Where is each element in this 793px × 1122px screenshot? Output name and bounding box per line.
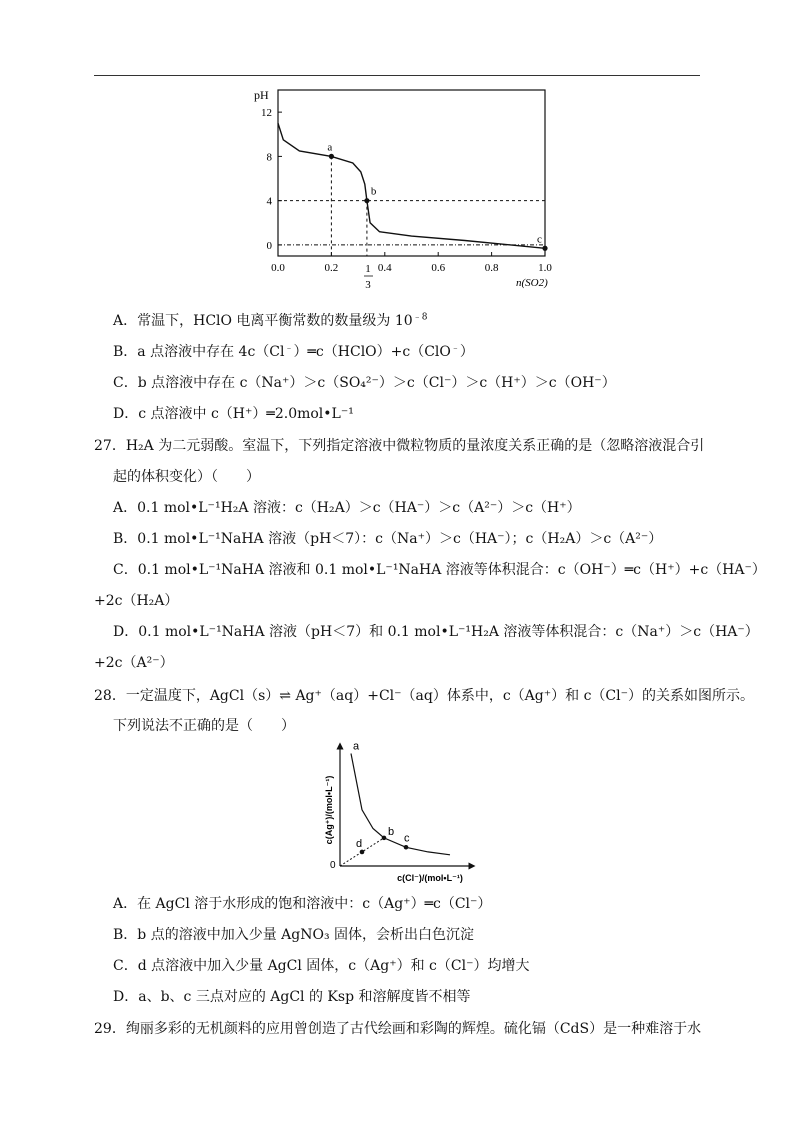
y-tick-label: 4 bbox=[266, 195, 272, 208]
y-tick-label: 8 bbox=[266, 151, 272, 164]
point-label-c: c bbox=[404, 832, 410, 845]
q27-option-d[interactable]: D．0.1 mol•L⁻¹NaHA 溶液（pH＜7）和 0.1 mol•L⁻¹H₂A 溶液等体积混合：c（Na⁺）＞c（HA⁻） bbox=[113, 624, 759, 640]
x-tick-label: 1.0 bbox=[538, 262, 552, 274]
q26-b-sup: ﹣ bbox=[284, 343, 294, 354]
header-rule bbox=[94, 75, 700, 76]
point-label-c: c bbox=[537, 233, 542, 246]
x-tick-third-den: 3 bbox=[365, 279, 371, 291]
x-tick-label: 0.6 bbox=[431, 262, 446, 274]
plot-frame bbox=[278, 90, 545, 256]
q26-option-b[interactable] bbox=[113, 343, 474, 361]
x-axis-label: c(Cl⁻)/(mol•L⁻¹) bbox=[397, 873, 463, 883]
point-label-a: a bbox=[327, 141, 333, 154]
point-c bbox=[542, 246, 547, 251]
q26-option-d[interactable]: D．c 点溶液中 c（H⁺）═2.0mol•L⁻¹ bbox=[113, 406, 354, 422]
point-label-b: b bbox=[370, 185, 377, 198]
q26-a-sup: ﹣8 bbox=[412, 312, 428, 323]
point-c bbox=[404, 845, 409, 850]
q29-stem-line1: 29．绚丽多彩的无机颜料的应用曾创造了古代绘画和彩陶的辉煌。硫化镉（CdS）是一种难溶于水 bbox=[94, 1021, 702, 1037]
q27-option-d-cont: +2c（A²⁻） bbox=[94, 655, 174, 671]
q28-option-c[interactable]: C．d 点溶液中加入少量 AgCl 固体，c（Ag⁺）和 c（Cl⁻）均增大 bbox=[113, 958, 530, 974]
q27-option-c[interactable]: C．0.1 mol•L⁻¹NaHA 溶液和 0.1 mol•L⁻¹NaHA 溶液等体积混合：c（OH⁻）═c（H⁺）+c（HA⁻） bbox=[113, 562, 766, 578]
agcl-solubility-chart bbox=[318, 742, 478, 884]
y-tick-label: 0 bbox=[266, 239, 272, 252]
q26-option-c[interactable]: C．b 点溶液中存在 c（Na⁺）＞c（SO₄²⁻）＞c（Cl⁻）＞c（H⁺）＞c（OH⁻） bbox=[113, 375, 616, 391]
y-tick-label: 12 bbox=[261, 107, 272, 120]
y-axis-label: pH bbox=[254, 88, 269, 102]
q26-b-post: ） bbox=[459, 344, 474, 360]
x-tick-label: 0.8 bbox=[484, 262, 499, 274]
q28-option-a[interactable]: A．在 AgCl 溶于水形成的饱和溶液中：c（Ag⁺）═c（Cl⁻） bbox=[113, 896, 492, 912]
q28-stem-line2: 下列说法不正确的是（ ） bbox=[113, 718, 295, 734]
point-d bbox=[360, 850, 365, 855]
point-a bbox=[329, 154, 334, 159]
ph-curve bbox=[278, 123, 545, 248]
q27-option-b[interactable]: B．0.1 mol•L⁻¹NaHA 溶液（pH＜7）：c（Na⁺）＞c（HA⁻）；c（H₂A）＞c（A²⁻） bbox=[113, 531, 663, 547]
point-b bbox=[364, 198, 369, 203]
q27-stem-line1: 27．H₂A 为二元弱酸。室温下，下列指定溶液中微粒物质的量浓度关系正确的是（忽略溶液混合引 bbox=[94, 438, 705, 454]
ph-titration-chart bbox=[250, 84, 560, 294]
q28-option-d[interactable]: D．a、b、c 三点对应的 AgCl 的 Ksp 和溶解度皆不相等 bbox=[113, 989, 471, 1005]
q27-option-c-cont: +2c（H₂A） bbox=[94, 593, 179, 609]
point-b bbox=[382, 836, 387, 841]
q26-b-sup2: ﹣ bbox=[450, 343, 460, 354]
x-tick-third-num: 1 bbox=[365, 263, 371, 275]
q26-a-text: A．常温下，HClO 电离平衡常数的数量级为 10 bbox=[113, 313, 413, 329]
q27-stem-line2: 起的体积变化）（ ） bbox=[113, 469, 260, 485]
q26-b-mid: ）═c（HClO）+c（ClO bbox=[293, 344, 451, 360]
x-axis-label: n(SO2) bbox=[516, 277, 548, 289]
q26-b-text: B．a 点溶液中存在 4c（Cl bbox=[113, 344, 285, 360]
point-label-a: a bbox=[353, 742, 360, 753]
point-label-d: d bbox=[356, 837, 363, 850]
q26-option-a[interactable] bbox=[113, 312, 427, 330]
origin-label: 0 bbox=[330, 860, 336, 871]
q27-option-a[interactable]: A．0.1 mol•L⁻¹H₂A 溶液：c（H₂A）＞c（HA⁻）＞c（A²⁻）＞c（H⁺） bbox=[113, 500, 581, 516]
q28-stem-line1: 28．一定温度下，AgCl（s）⇌ Ag⁺（aq）+Cl⁻（aq）体系中，c（Ag⁺）和 c（Cl⁻）的关系如图所示。 bbox=[94, 688, 755, 704]
x-tick-label: 0.2 bbox=[324, 262, 339, 274]
point-label-b: b bbox=[388, 825, 395, 838]
y-axis-label: c(Ag⁺)/(mol•L⁻¹) bbox=[324, 775, 334, 845]
x-tick-label: 0.0 bbox=[271, 262, 285, 274]
ksp-curve bbox=[351, 754, 450, 855]
q28-option-b[interactable]: B．b 点的溶液中加入少量 AgNO₃ 固体，会析出白色沉淀 bbox=[113, 927, 475, 943]
x-tick-label: 0.4 bbox=[377, 262, 392, 274]
